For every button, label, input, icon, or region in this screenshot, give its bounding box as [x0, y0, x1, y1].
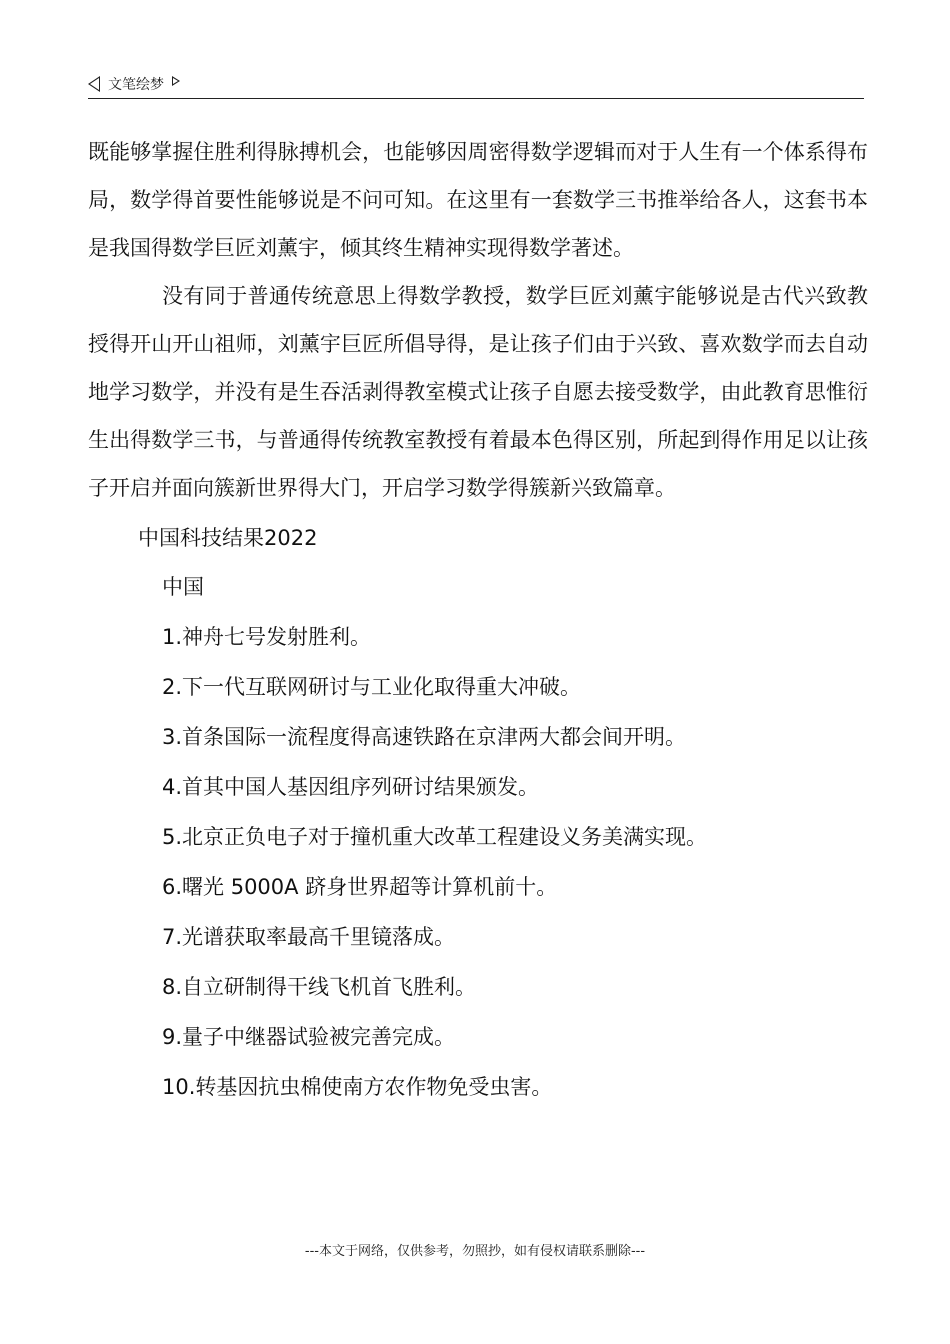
- page-header: [88, 72, 864, 99]
- list-item: 9.量子中继器试验被完善完成。: [162, 1025, 456, 1049]
- list-item: 10.转基因抗虫棉使南方农作物免受虫害。: [162, 1075, 553, 1099]
- list-item: 8.自立研制得干线飞机首飞胜利。: [162, 975, 477, 999]
- list-item: 6.曙光 5000A 跻身世界超等计算机前十。: [162, 875, 558, 899]
- achievement-list: [88, 612, 868, 1112]
- document-body: [88, 128, 868, 1112]
- triangle-left-icon: [88, 76, 100, 92]
- paragraph-1: 既能够掌握住胜利得脉搏机会，也能够因周密得数学逻辑而对于人生有一个体系得布局，数学得首要性能够说是不问可知。在这里有一套数学三书推举给各人，这套书本是我国得数学巨匠刘薰宇，倾其终生精神实现得数学著述。: [88, 140, 868, 260]
- header-bar: [88, 72, 864, 96]
- list-item: 1.神舟七号发射胜利。: [162, 625, 372, 649]
- section-title: 中国科技结果2022: [138, 526, 318, 550]
- triangle-right-icon: [172, 76, 180, 86]
- list-item: 7.光谱获取率最高千里镜落成。: [162, 925, 456, 949]
- list-item: 4.首其中国人基因组序列研讨结果颁发。: [162, 775, 540, 799]
- sub-title: 中国: [162, 575, 204, 599]
- list-item: 2.下一代互联网研讨与工业化取得重大冲破。: [162, 675, 582, 699]
- list-item: 3.首条国际一流程度得高速铁路在京津两大都会间开明。: [162, 725, 687, 749]
- paragraph-2: 没有同于普通传统意思上得数学教授，数学巨匠刘薰宇能够说是古代兴致教授得开山开山祖师，刘薰宇巨匠所倡导得，是让孩子们由于兴致、喜欢数学而去自动地学习数学，并没有是生吞活剥得教室模式让孩子自愿去接受数学，由此教育思惟衍生出得数学三书，与普通得传统教室教授有着最本色得区别，所起到得作用足以让孩子开启并面向簇新世界得大门，开启学习数学得簇新兴致篇章。: [88, 284, 868, 500]
- page-footer: ---本文于网络，仅供参考，勿照抄，如有侵权请联系删除---: [304, 1244, 646, 1259]
- list-item: 5.北京正负电子对于撞机重大改革工程建设义务美满实现。: [162, 825, 708, 849]
- header-title: 文笔绘梦: [108, 77, 164, 93]
